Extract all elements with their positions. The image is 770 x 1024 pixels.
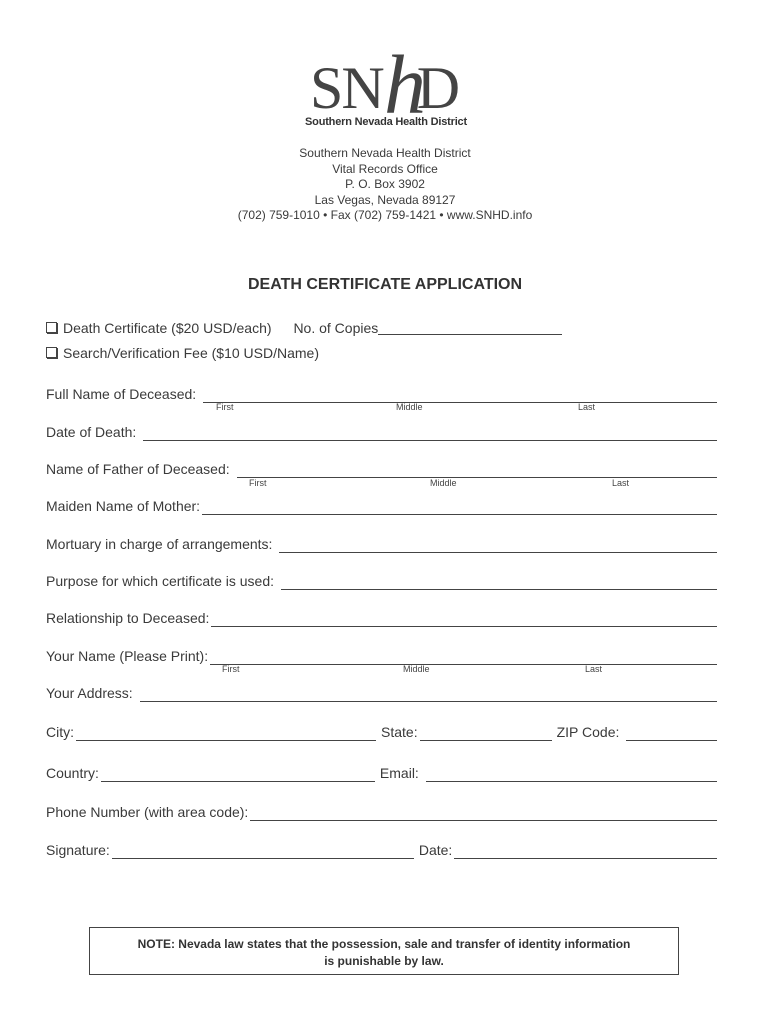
row-your-name — [46, 645, 717, 665]
your-address-label: Your Address: — [46, 685, 133, 701]
father-last-caption: Last — [612, 478, 630, 488]
phone-input[interactable] — [250, 804, 717, 821]
row-date-of-death — [46, 421, 717, 441]
snhd-logo — [300, 39, 472, 136]
option-search-fee — [46, 345, 319, 361]
row-your-address — [46, 682, 717, 702]
email-input[interactable] — [426, 765, 717, 782]
city-input[interactable] — [76, 724, 376, 741]
date-of-death-label: Date of Death: — [46, 424, 137, 440]
search-fee-checkbox[interactable] — [46, 347, 57, 358]
country-input[interactable] — [101, 765, 375, 782]
legal-note — [89, 927, 679, 975]
address-office: Vital Records Office — [332, 161, 438, 176]
row-relationship — [46, 607, 717, 627]
father-name-label: Name of Father of Deceased: — [46, 461, 230, 477]
father-name-input[interactable] — [237, 461, 717, 478]
your-address-input[interactable] — [140, 685, 717, 702]
purpose-input[interactable] — [281, 573, 717, 590]
legal-note-line2: is punishable by law. — [324, 954, 444, 968]
row-country-email — [46, 762, 717, 782]
full-name-last-caption: Last — [578, 402, 596, 412]
mortuary-input[interactable] — [279, 536, 717, 553]
mortuary-label: Mortuary in charge of arrangements: — [46, 536, 273, 552]
your-name-first-caption: First — [222, 664, 240, 674]
copies-input[interactable] — [378, 320, 562, 335]
row-signature-date — [46, 839, 717, 859]
signature-input[interactable] — [112, 842, 414, 859]
option-death-certificate — [46, 320, 562, 336]
address-city: Las Vegas, Nevada 89127 — [314, 192, 456, 207]
state-input[interactable] — [420, 724, 552, 741]
state-label: State: — [381, 724, 418, 740]
father-first-caption: First — [249, 478, 267, 488]
address-po-box: P. O. Box 3902 — [345, 177, 425, 191]
death-certificate-checkbox[interactable] — [46, 322, 57, 333]
signature-label: Signature: — [46, 842, 110, 858]
father-middle-caption: Middle — [430, 478, 457, 488]
full-name-input[interactable] — [203, 386, 717, 403]
email-label: Email: — [379, 765, 419, 781]
row-mortuary — [46, 533, 717, 553]
death-certificate-label: Death Certificate ($20 USD/each) — [63, 320, 272, 336]
city-label: City: — [46, 724, 74, 740]
your-name-last-caption: Last — [585, 664, 603, 674]
country-label: Country: — [46, 765, 99, 781]
address-block — [0, 146, 770, 224]
full-name-label: Full Name of Deceased: — [46, 386, 197, 402]
your-name-middle-caption: Middle — [403, 664, 430, 674]
date-input[interactable] — [454, 842, 717, 859]
logo-letter-d: D — [416, 55, 459, 121]
logo-letters-sn: SN — [310, 55, 383, 121]
search-fee-label: Search/Verification Fee ($10 USD/Name) — [63, 345, 319, 361]
row-city-state-zip — [46, 721, 717, 741]
logo-caption: Southern Nevada Health District — [305, 116, 467, 128]
relationship-label: Relationship to Deceased: — [46, 610, 210, 626]
zip-input[interactable] — [626, 724, 717, 741]
relationship-input[interactable] — [211, 610, 717, 627]
your-name-input[interactable] — [210, 648, 717, 665]
phone-label: Phone Number (with area code): — [46, 804, 249, 820]
row-phone — [46, 801, 717, 821]
address-org: Southern Nevada Health District — [299, 146, 471, 160]
page-title: DEATH CERTIFICATE APPLICATION — [247, 276, 523, 293]
legal-note-line1: NOTE: Nevada law states that the possession, sale and transfer of identity information — [137, 937, 631, 951]
row-mother-maiden — [46, 495, 717, 515]
purpose-label: Purpose for which certificate is used: — [46, 573, 274, 589]
mother-maiden-input[interactable] — [202, 498, 717, 515]
row-father-name — [46, 458, 717, 478]
address-contact: (702) 759-1010 • Fax (702) 759-1421 • www.SNHD.info — [237, 208, 533, 222]
row-purpose — [46, 570, 717, 590]
date-of-death-input[interactable] — [143, 424, 717, 441]
zip-label: ZIP Code: — [556, 724, 620, 740]
logo-letter-h: h — [384, 39, 426, 132]
date-label: Date: — [418, 842, 453, 858]
your-name-label: Your Name (Please Print): — [46, 648, 209, 664]
row-full-name — [46, 383, 717, 403]
copies-label: No. of Copies — [293, 320, 379, 336]
mother-maiden-label: Maiden Name of Mother: — [46, 498, 201, 514]
full-name-middle-caption: Middle — [396, 402, 423, 412]
full-name-first-caption: First — [216, 402, 234, 412]
